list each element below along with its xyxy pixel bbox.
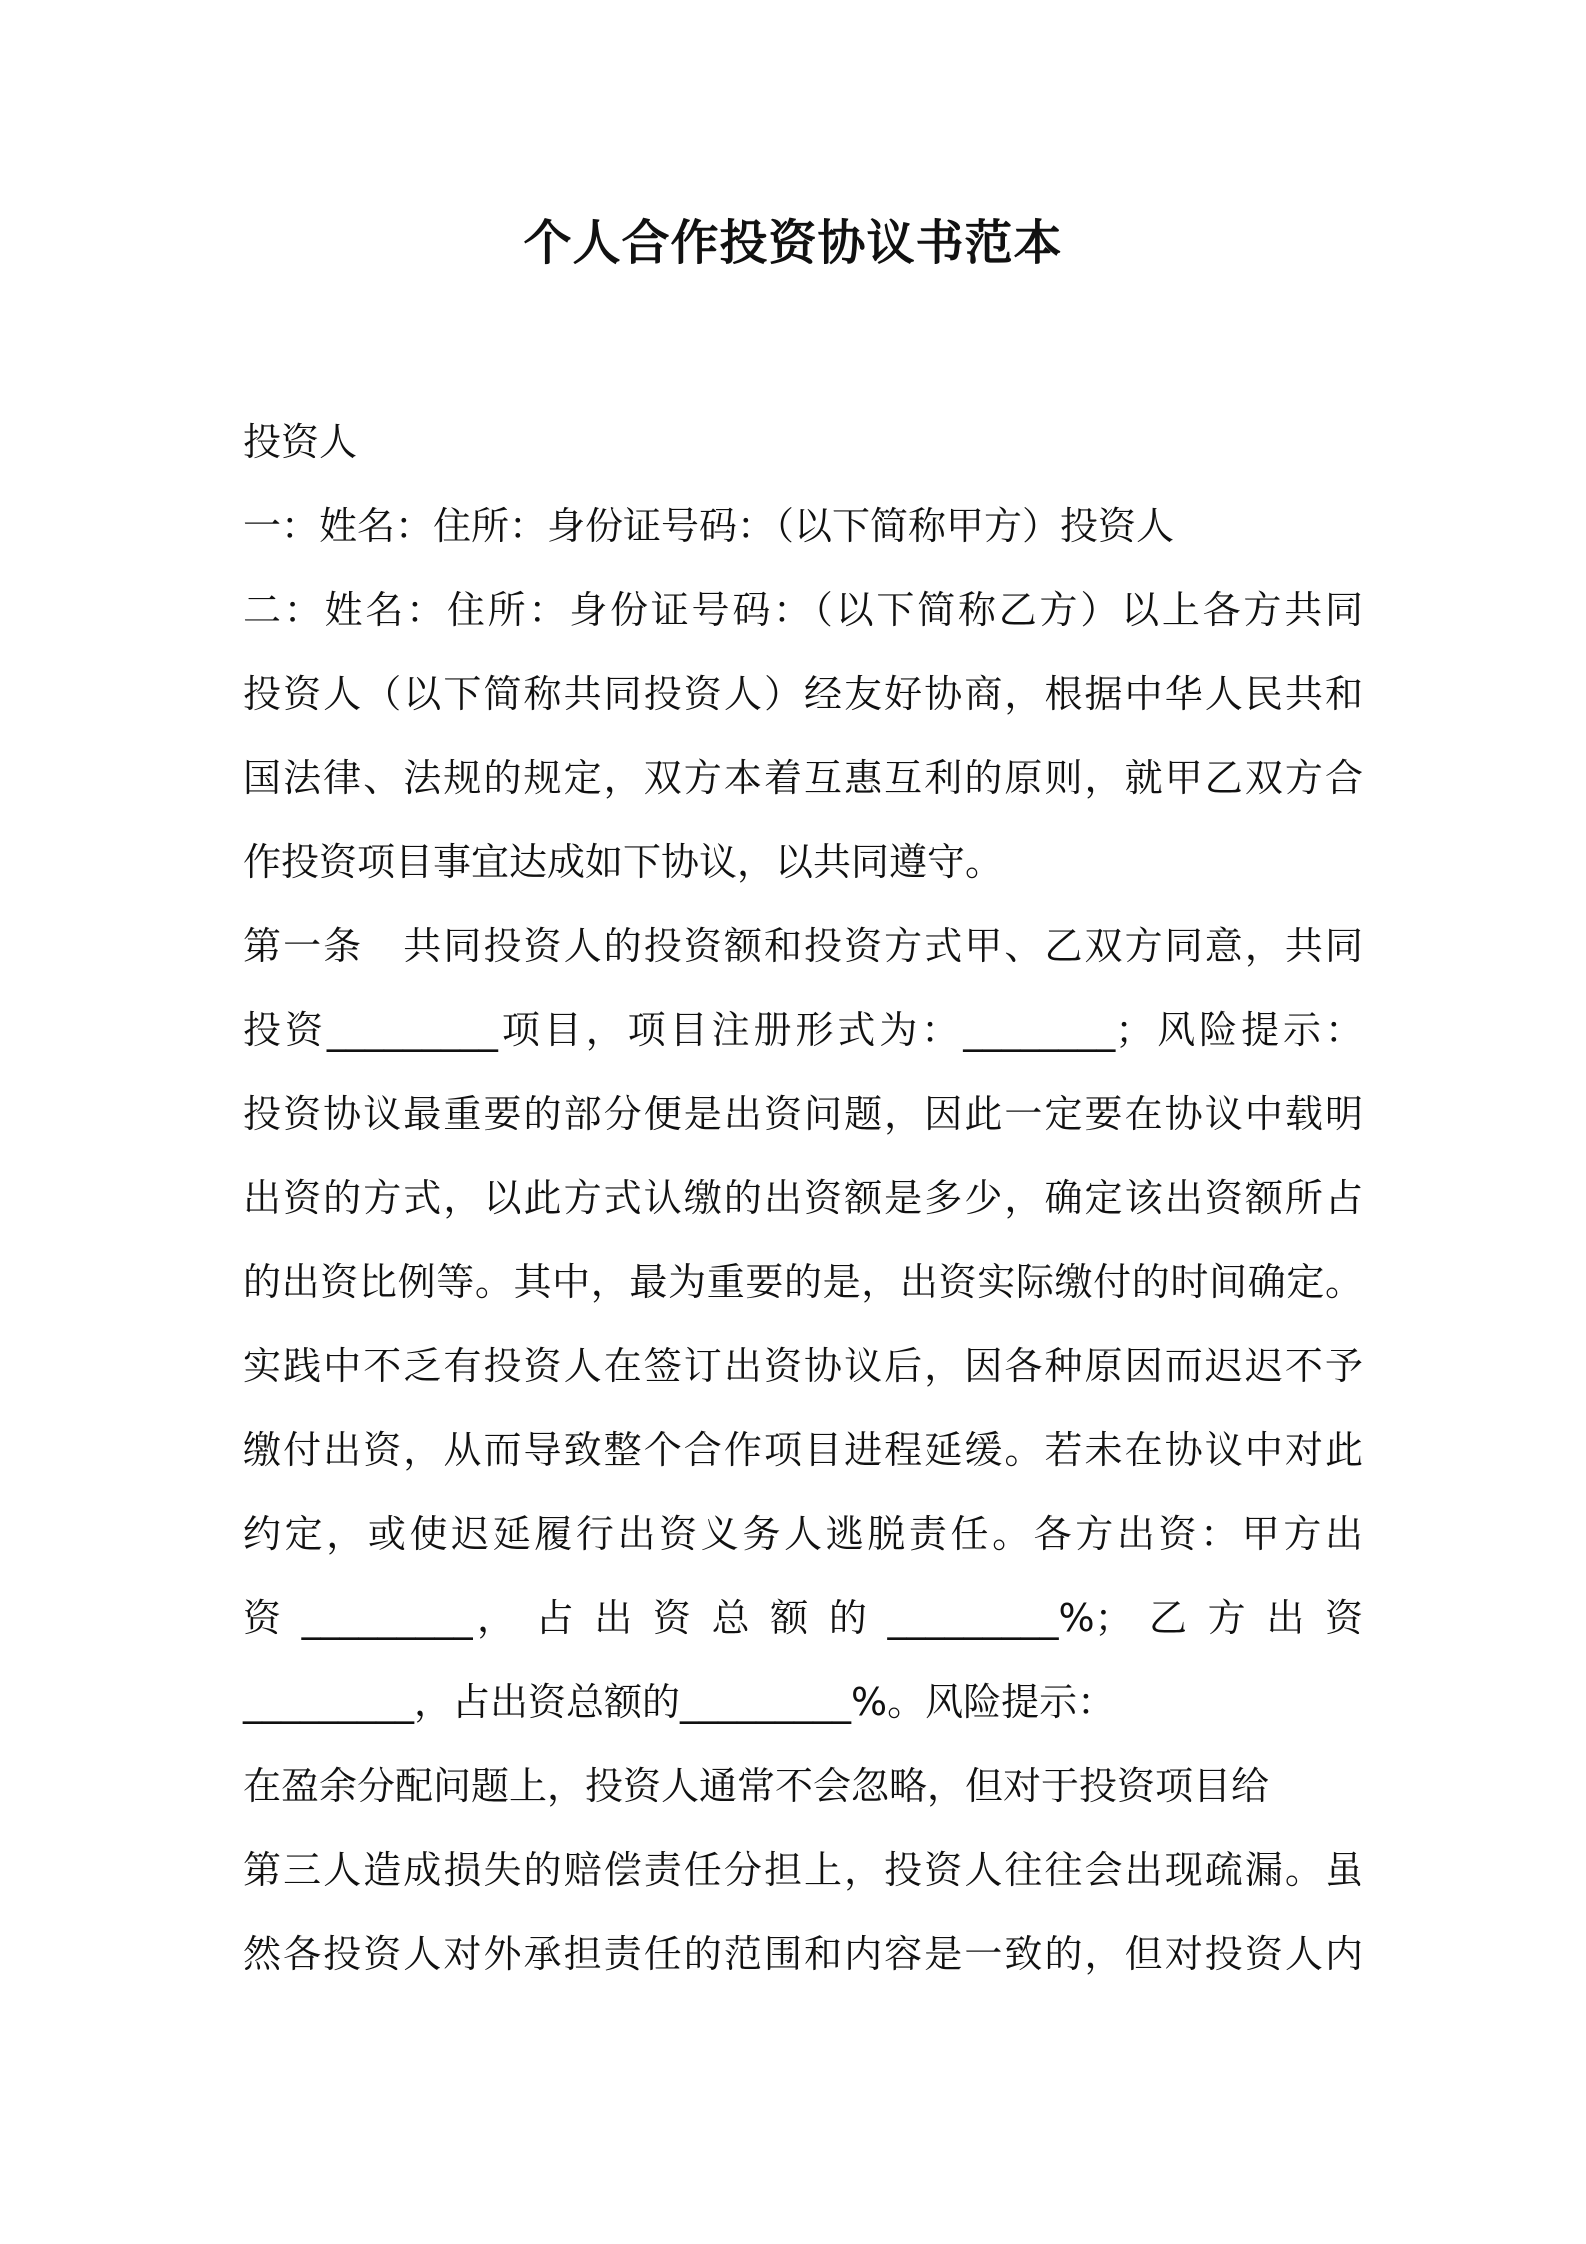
paragraph-line: 第三人造成损失的赔偿责任分担上，投资人往往会出现疏漏。虽 (243, 1848, 1363, 1892)
paragraph-line: 的出资比例等。其中，最为重要的是，出资实际缴付的时间确定。 (243, 1260, 1363, 1304)
paragraph-line: 作投资项目事宜达成如下协议，以共同遵守。 (243, 840, 1004, 884)
paragraph-line: 投资_________项目，项目注册形式为：________；风险提示： (243, 1008, 1363, 1052)
paragraph-line: 在盈余分配问题上，投资人通常不会忽略，但对于投资项目给 (243, 1764, 1270, 1808)
paragraph-line: _________，占出资总额的_________%。风险提示： (243, 1680, 1116, 1724)
document-body (243, 400, 1363, 1996)
paragraph-line: 投资人（以下简称共同投资人）经友好协商，根据中华人民共和 (243, 672, 1363, 716)
document-title: 个人合作投资协议书范本 (523, 215, 1063, 271)
paragraph-line: 出资的方式，以此方式认缴的出资额是多少，确定该出资额所占 (243, 1176, 1363, 1220)
paragraph-line: 资 _________， 占 出 资 总 额 的 _________%； 乙 方 出 资 (243, 1596, 1363, 1640)
paragraph-line: 约定，或使迟延履行出资义务人逃脱责任。各方出资：甲方出 (243, 1512, 1363, 1556)
paragraph-line: 缴付出资，从而导致整个合作项目进程延缓。若未在协议中对此 (243, 1428, 1363, 1472)
paragraph-line: 国法律、法规的规定，双方本着互惠互利的原则，就甲乙双方合 (243, 756, 1363, 800)
paragraph-line: 投资人 (243, 420, 358, 464)
paragraph-line: 投资协议最重要的部分便是出资问题，因此一定要在协议中载明 (243, 1092, 1363, 1136)
paragraph-line: 二：姓名：住所：身份证号码：（以下简称乙方）以上各方共同 (243, 588, 1363, 632)
paragraph-line: 第一条 共同投资人的投资额和投资方式甲、乙双方同意，共同 (243, 924, 1363, 968)
paragraph-line: 然各投资人对外承担责任的范围和内容是一致的，但对投资人内 (243, 1932, 1363, 1976)
paragraph-line: 一：姓名：住所：身份证号码：（以下简称甲方）投资人 (243, 504, 1175, 548)
paragraph-line: 实践中不乏有投资人在签订出资协议后，因各种原因而迟迟不予 (243, 1344, 1363, 1388)
